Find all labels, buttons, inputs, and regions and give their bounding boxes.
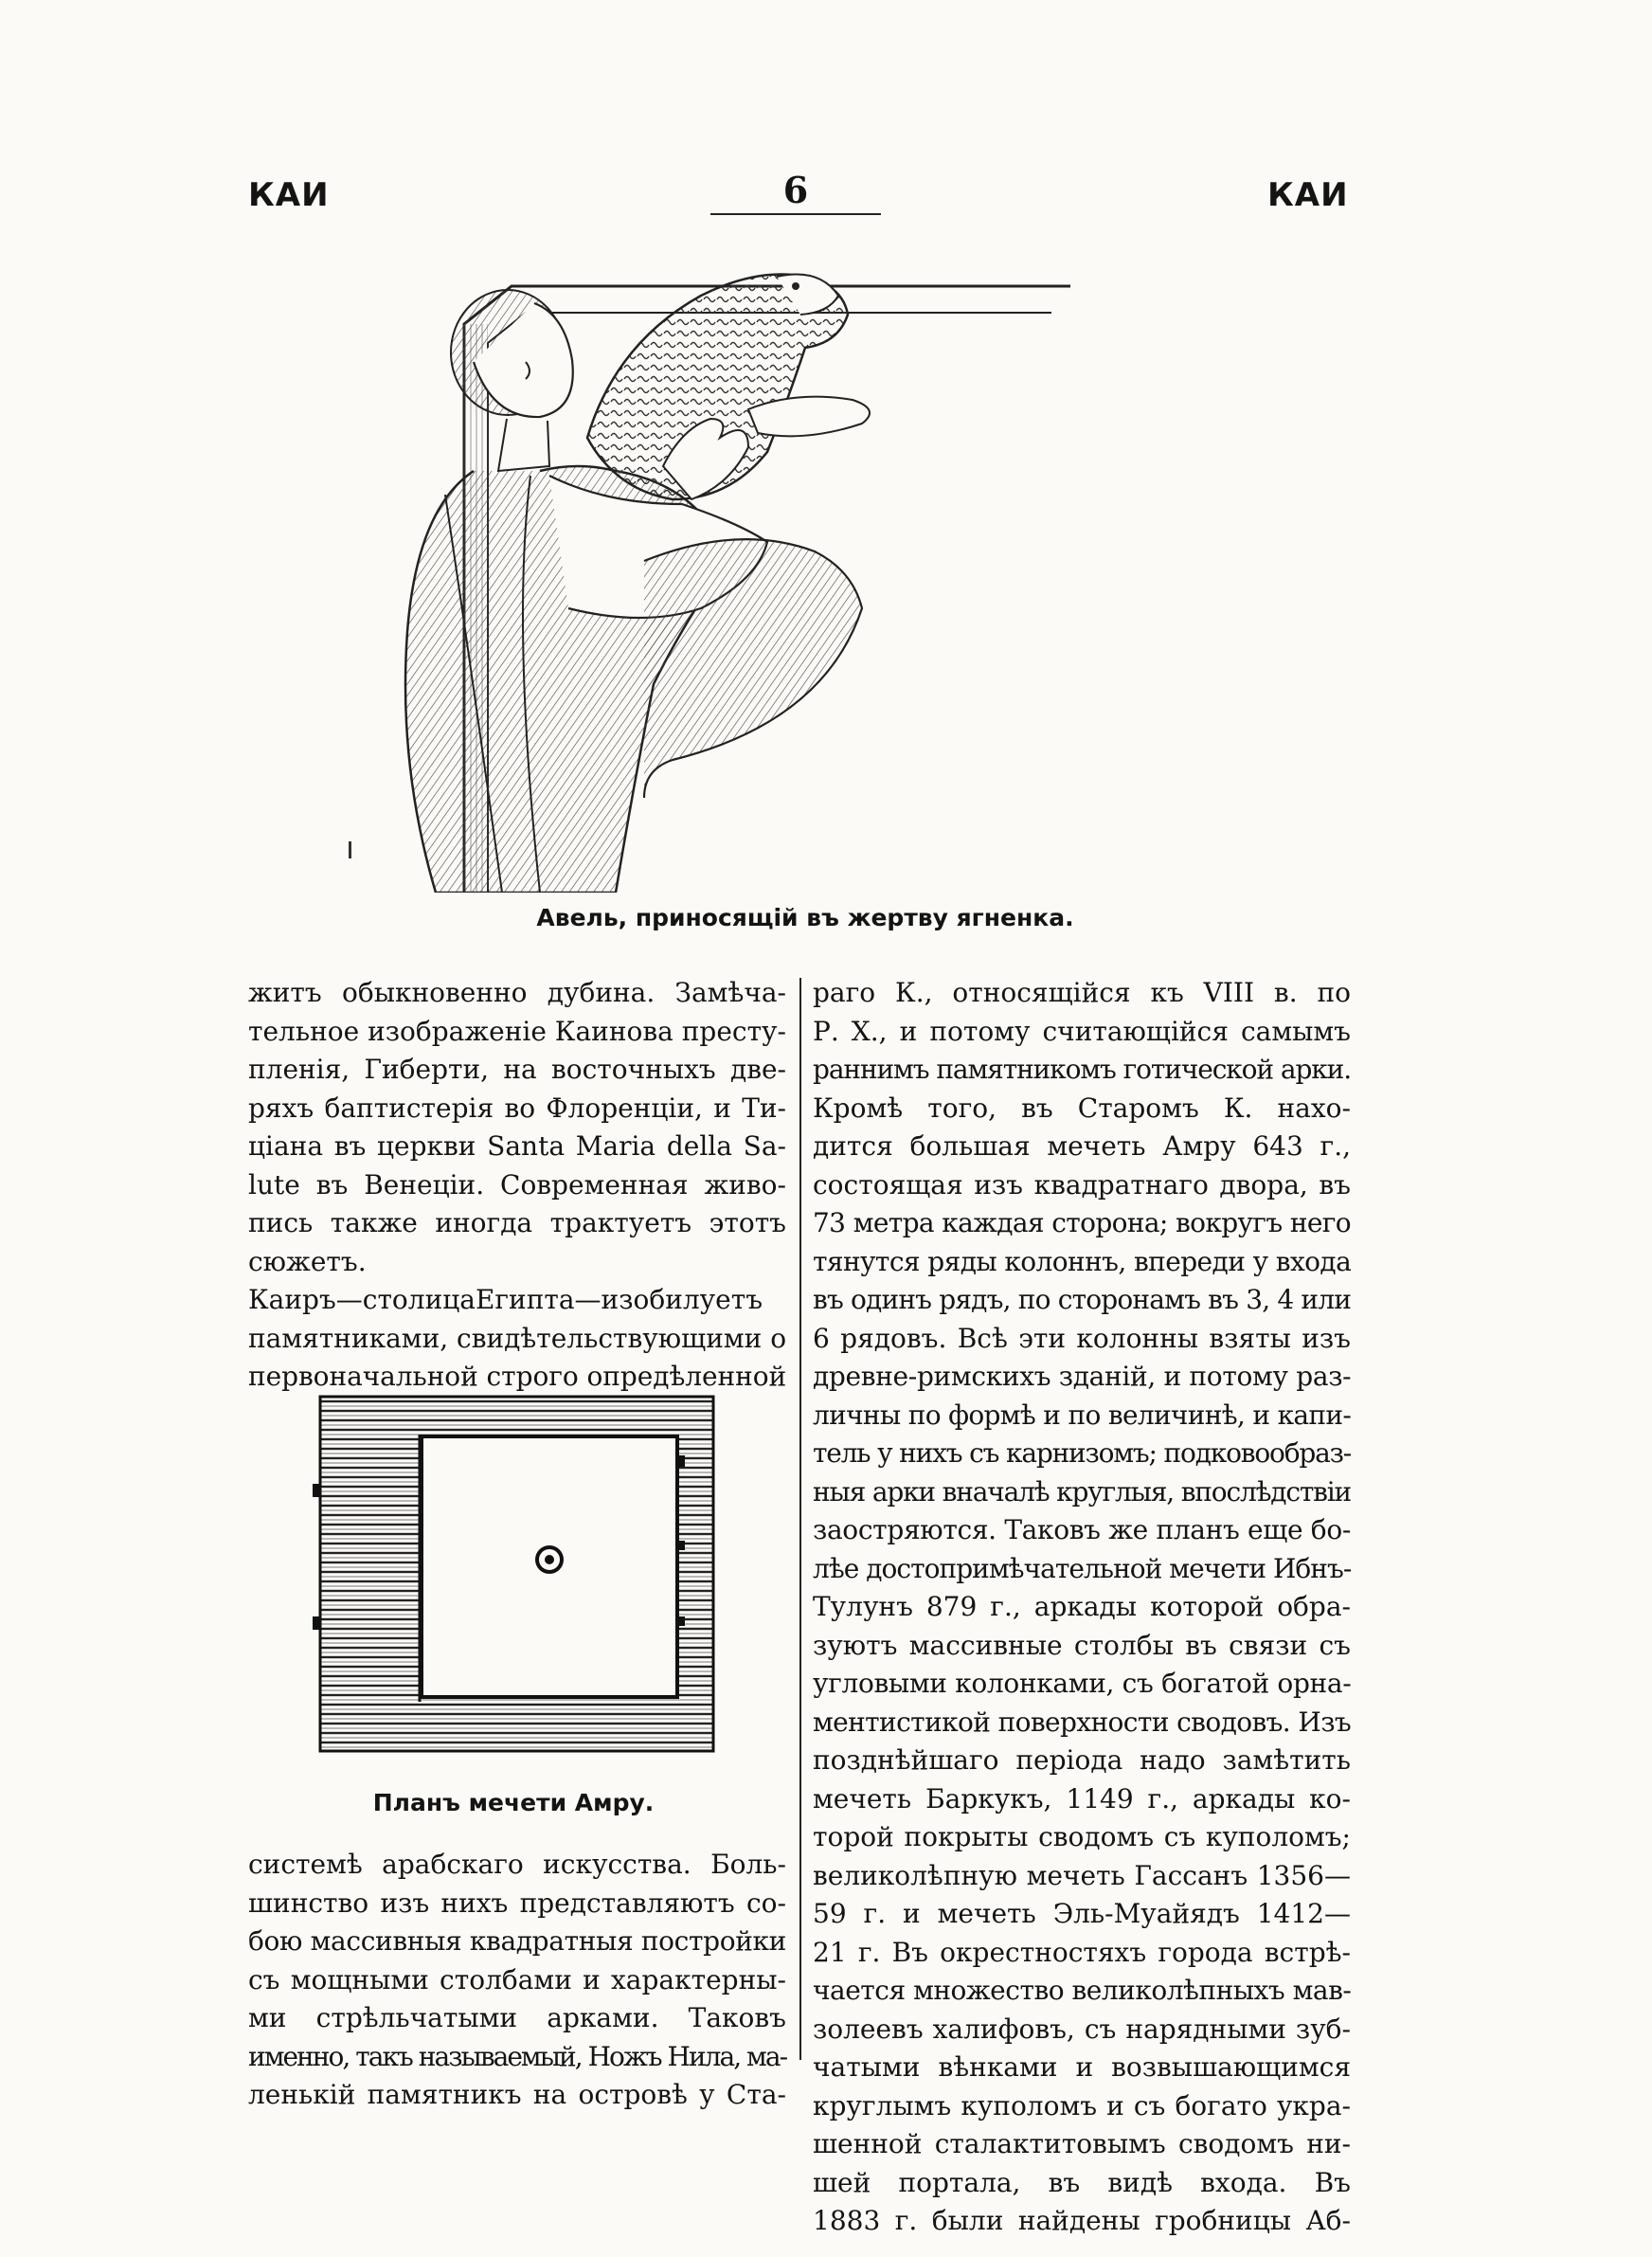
text-line: ныя арки вначалѣ круглыя, впослѣдствіи (813, 1475, 1351, 1508)
text-line: именно, такъ называемый, Ножъ Нила, ма- (248, 2040, 787, 2072)
text-line: въ одинъ рядъ, по сторонамъ въ 3, 4 или (813, 1284, 1352, 1315)
right-column (813, 974, 1351, 2241)
mosque-plan-caption: Планъ мечети Амру. (372, 1789, 655, 1816)
text-line: золеевъ халифовъ, съ нарядными зуб- (813, 2013, 1351, 2045)
text-line: житъ обыкновенно дубина. Замѣча- (248, 977, 786, 1008)
text-line: памятниками, свидѣтельствующими о (248, 1322, 787, 1354)
text-line: раго К., относящійся къ VIII в. по (813, 977, 1351, 1008)
text-line: 59 г. и мечеть Эль-Муайядъ 1412— (813, 1898, 1351, 1929)
text-line: торой покрыты сводомъ съ куполомъ; (813, 1821, 1351, 1852)
text-line: 6 рядовъ. Всѣ эти колонны взяты изъ (813, 1322, 1351, 1354)
text-line: древне-римскихъ зданій, и потому раз- (813, 1361, 1352, 1392)
text-line: позднѣйшаго періода надо замѣтить (813, 1744, 1351, 1776)
text-line: состоящая изъ квадратнаго двора, въ (813, 1168, 1351, 1201)
page-number-rule (710, 213, 881, 215)
text-line: пись также иногда трактуетъ этотъ (248, 1207, 786, 1238)
text-line: бою массивныя квадратныя постройки (248, 1925, 786, 1957)
text-line: 73 метра каждая сторона; вокругъ него (813, 1207, 1351, 1238)
abel-caption: Авель, приносящій въ жертву ягненка. (536, 904, 1074, 931)
text-line: шенной сталактитовымъ сводомъ ни- (813, 2128, 1351, 2159)
text-line: чатыми вѣнками и возвышающимся (813, 2051, 1351, 2083)
text-line: первоначальной строго опредѣленной (248, 1361, 787, 1392)
text-line: угловыми колонками, съ богатой орна- (813, 1668, 1352, 1699)
running-head-right: КАИ (1267, 176, 1349, 214)
text-line: ментистикой поверхности сводовъ. Изъ (813, 1706, 1352, 1738)
text-line: пленія, Гиберти, на восточныхъ две- (248, 1054, 786, 1085)
text-line: тель у нихъ съ карнизомъ; подковообраз- (813, 1437, 1351, 1469)
text-line: системѣ арабскаго искусства. Боль- (248, 1849, 786, 1880)
column-rule (799, 978, 801, 2060)
text-line: шинство изъ нихъ представляютъ со- (248, 1887, 786, 1919)
print-speck (349, 841, 351, 858)
text-line: ленькій памятникъ на островѣ у Ста- (248, 2079, 786, 2110)
mosque-plan-figure (313, 1389, 722, 1759)
text-line: ціана въ церкви Santa Maria della Sa- (248, 1130, 786, 1162)
text-line: личны по формѣ и по величинѣ, и капи- (813, 1399, 1352, 1431)
abel-engraving-drawing (332, 248, 1080, 893)
text-line: раннимъ памятникомъ готической арки. (813, 1054, 1351, 1085)
page-number: 6 (782, 169, 809, 211)
text-line: заостряются. Таковъ же планъ еще бо- (813, 1514, 1351, 1545)
text-line: зуютъ массивные столбы въ связи съ (813, 1629, 1351, 1661)
text-line: тельное изображеніе Каинова престу- (248, 1015, 786, 1047)
text-line: сюжетъ. (248, 1245, 367, 1277)
text-line: Каиръ—столицаЕгипта—изобилуетъ (248, 1284, 763, 1315)
text-line: лѣе достопримѣчательной мечети Ибнъ- (813, 1552, 1352, 1584)
text-line: Тулунъ 879 г., аркады которой обра- (813, 1591, 1351, 1622)
text-line: Р. Х., и потому считающійся самымъ (813, 1015, 1351, 1047)
running-head-left: КАИ (248, 176, 330, 214)
text-line: Кромѣ того, въ Старомъ К. нахо- (813, 1092, 1351, 1124)
text-line: 21 г. Въ окрестностяхъ города встрѣ- (813, 1936, 1351, 1968)
mosque-plan-drawing (313, 1389, 722, 1759)
text-line: lute въ Венеціи. Современная живо- (248, 1168, 786, 1201)
text-line: шей портала, въ видѣ входа. Въ (813, 2166, 1351, 2198)
text-line: круглымъ куполомъ и съ богато укра- (813, 2089, 1351, 2122)
text-line: ми стрѣльчатыми арками. Таковъ (248, 2002, 786, 2033)
text-line: дится большая мечеть Амру 643 г., (813, 1130, 1351, 1162)
left-column-top (248, 974, 786, 1397)
text-line: съ мощными столбами и характерны- (248, 1963, 786, 1995)
abel-engraving (332, 248, 1080, 893)
text-line: ряхъ баптистерія во Флоренціи, и Ти- (248, 1092, 786, 1124)
text-line: чается множество великолѣпныхъ мав- (813, 1975, 1352, 2006)
text-line: тянутся ряды колоннъ, впереди у входа (813, 1245, 1352, 1277)
text-line: 1883 г. были найдены гробницы Аб- (813, 2205, 1351, 2236)
text-line: мечеть Баркукъ, 1149 г., аркады ко- (813, 1782, 1351, 1815)
left-column-bottom (248, 1846, 786, 2115)
text-line: великолѣпную мечеть Гассанъ 1356— (813, 1859, 1351, 1891)
